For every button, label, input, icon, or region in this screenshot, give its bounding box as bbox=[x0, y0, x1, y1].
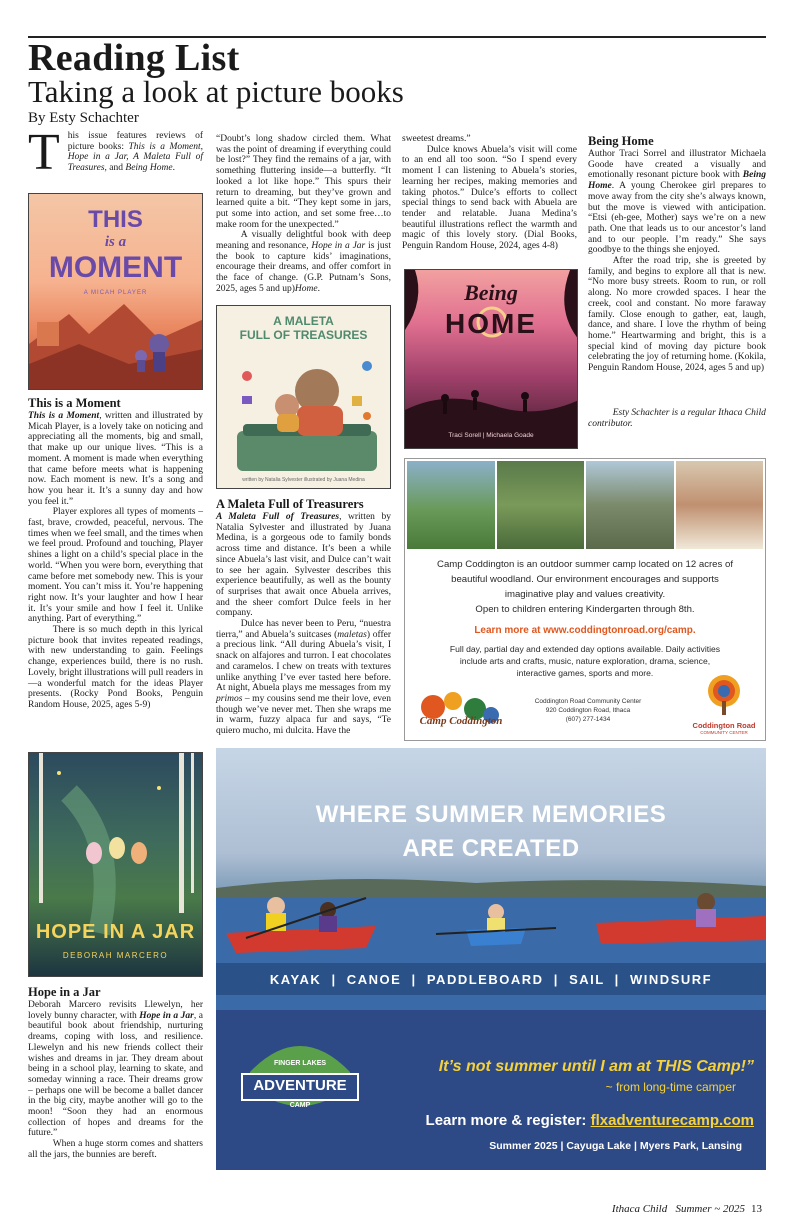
flx-details: Summer 2025 | Cayuga Lake | Myers Park, Lansing bbox=[489, 1140, 742, 1152]
hope-cont-p2-end: Home bbox=[294, 283, 318, 294]
being-home-p1-title: Being Home bbox=[588, 170, 766, 192]
camp-coddington-logo-text: Camp Coddington bbox=[419, 715, 503, 727]
coddington-photo-2 bbox=[497, 461, 585, 549]
moment-cover-title-3: MOMENT bbox=[48, 251, 183, 284]
page-number: 13 bbox=[751, 1203, 762, 1215]
camp-coddington-logo bbox=[419, 685, 503, 735]
coddington-learn-more[interactable]: Learn more at www.coddingtonroad.org/camp. bbox=[474, 625, 696, 636]
coddington-options1: Full day, partial day and extended day options available. Daily activities bbox=[449, 644, 721, 654]
hope-cont-p1: “Doubt’s long shadow circled them. What was the point of dreaming if everything could be lost?” They find the remains of a jar, with something fluttering inside—a butterfly. “It looked a lot like hope.” This spurs their return to dreaming, but they’ve grown and learned quite a bit. “They kept some in jars, put some into action, and set some free…to make room for the unexpected.” bbox=[216, 134, 391, 230]
flx-learn-more bbox=[356, 1112, 754, 1129]
camp-coddington-logo-icon bbox=[419, 685, 503, 735]
coddington-photo-strip bbox=[407, 461, 763, 549]
being-home-p2: After the road trip, she is greeted by family, and begins to explore all that is new. “No more busy streets. Room to run, or roll along. No more crowded spaces. I hear the creek, cool and constant. No more faraway family. Close enough to gather, eat, laugh, dance, and share. I love the rhythm of being home.” Heartwarming and bright, this is a special kind of moving day picture book celebrating the joy of returning home. (Kokila, Penguin Random House, 2024, ages 5 and up) bbox=[588, 256, 766, 374]
heading-being-home: Being Home bbox=[588, 134, 654, 148]
page-subtitle: Taking a look at picture books bbox=[28, 74, 404, 109]
coddington-addr3: (607) 277-1434 bbox=[565, 716, 611, 723]
moment-cover-author: A MICAH PLAYER bbox=[83, 290, 148, 296]
heading-a-maleta: A Maleta Full of Treasurers bbox=[216, 497, 364, 511]
flx-headline-2: ARE CREATED bbox=[402, 835, 580, 862]
flx-activities: KAYAK | CANOE | PADDLEBOARD | SAIL | WINDSURF bbox=[269, 972, 713, 987]
maleta-p2-a: Dulce has never been to Peru, “nuestra tierra,” and Abuela’s suitcases ( bbox=[216, 619, 391, 640]
cover-hope-in-a-jar bbox=[28, 752, 203, 977]
review-this-is-a-moment bbox=[28, 396, 203, 711]
review-hope-continued bbox=[216, 134, 391, 295]
coddington-body bbox=[409, 557, 761, 617]
hope-cont-p2-title: Hope in a Jar bbox=[311, 241, 366, 252]
intro-last-title: Being Home bbox=[125, 163, 173, 174]
cover-being-home bbox=[404, 269, 578, 449]
flx-url-link[interactable]: flxadventurecamp.com bbox=[590, 1112, 754, 1129]
flx-logo bbox=[234, 1026, 366, 1118]
flx-quote-by: ~ from long-time camper bbox=[605, 1080, 736, 1094]
being-home-p1-b: . A young Cherokee girl prepares to move away from the city she’s always known, but the move is viewed with anticipation. “Etsi (eh-gee, Mother) says we’re on a new path. One that leads us to our ancestor’s land and to our people. I’m ready.” She says goodbye to the things she enjoyed. bbox=[588, 181, 766, 256]
review-a-maleta-full-of-treasures bbox=[216, 497, 391, 737]
intro-titles: This is a Moment, Hope in a Jar, A Maleta Full of Treasures bbox=[67, 141, 203, 174]
hope-p1-a: Deborah Marcero revisits Llewelyn, her lovely bunny character, with bbox=[28, 1000, 203, 1021]
ad-flx-adventure-camp[interactable] bbox=[216, 748, 766, 1170]
moment-cover-title-1: THIS bbox=[88, 206, 143, 233]
maleta-p1: , written by Natalia Sylvester and illustrated by Juana Medina, is a gorgeous ode to family bonds across time and distance. It’s been a while since Abuela’s last visit, and Dulce can’t wait to see her again. Sylvester describes this experience beautifully, as well as the bounty of surprises that await once Abuela arrives, and the sheer comfort Dulce feels in her company. bbox=[216, 512, 391, 619]
coddington-photo-1 bbox=[407, 461, 495, 549]
hope-p2: When a huge storm comes and shatters all the jars, the bunnies are bereft. bbox=[28, 1139, 203, 1160]
page-footer bbox=[612, 1203, 762, 1215]
being-home-p1-a: Author Traci Sorrel and illustrator Michaela Goode have created a visually and emotionally resonant picture book with bbox=[588, 149, 766, 181]
hope-cont-p2-end2: . bbox=[317, 283, 320, 294]
maleta-p2-c: – my cousins send me their love, even though we’ve never met. Then she wraps me in warm, fuzzy alpaca fur and says, “Te quiero mucho, mi dulcita. Have the bbox=[216, 693, 391, 737]
heading-hope-in-a-jar: Hope in a Jar bbox=[28, 985, 101, 999]
coddington-road-logo-line2: COMMUNITY CENTER bbox=[700, 730, 748, 735]
footer-issue: Summer ~ 2025 bbox=[675, 1203, 745, 1215]
hope-cont-p2-a: A visually delightful book with deep meaning and resonance, bbox=[216, 230, 391, 252]
intro-paragraph bbox=[28, 124, 203, 181]
coddington-addr1: Coddington Road Community Center bbox=[534, 698, 642, 705]
coddington-address bbox=[523, 697, 653, 724]
being-home-cover-title-1: Being bbox=[464, 280, 518, 305]
maleta-cont-p2: Dulce knows Abuela’s visit will come to an end all too soon. “So I spend every moment I can listening to Abuela’s stories, learning her recipes, making memories and taking photos.” Dulce’s efforts to collect special things to send back with Abuela are tender and relatable. Juana Medina’s beautiful illustrations reflect the warmth and magic of this lovely story. (Dial Books, Penguin Random House, 2024, ages 4-8) bbox=[402, 144, 577, 252]
maleta-cont-p1: sweetest dreams.” bbox=[402, 134, 471, 144]
coddington-line3: imaginative play and values creativity. bbox=[504, 589, 666, 600]
hope-cover-author: DEBORAH MARCERO bbox=[62, 951, 169, 960]
hope-p1-title: Hope in a Jar bbox=[139, 1010, 194, 1021]
coddington-options3: interactive games, sports and more. bbox=[516, 668, 654, 678]
moment-p1: , written and illustrated by Micah Player, is a lovely take on noticing and appreciating all the moments, big and small, that make up our unique lives. “This is a moment. A moment is made when everything that came before meets what is happening now. Each moment is new. It’s a song and how you hear it. It’s a sunny day and how you feel it.” bbox=[28, 411, 203, 507]
intro-and: , and bbox=[104, 163, 126, 174]
review-maleta-continued bbox=[402, 134, 577, 252]
dropcap: T bbox=[28, 124, 60, 181]
cover-this-is-a-moment bbox=[28, 193, 203, 390]
moment-p3: There is so much depth in this lyrical picture book that invites repeated readings, with new understanding to gain. Feelings change, experiences build, there is no rush. Lovely, bright illustrations will pull readers in—a wonderful match for the ideas Player presents. (Rocky Pond Books, Penguin Random House, 2025, ages 5-9) bbox=[28, 625, 203, 710]
coddington-line2: beautiful woodland. Our environment encourages and supports bbox=[451, 574, 719, 585]
coddington-options2: include arts and crafts, music, nature exploration, drama, science, bbox=[459, 656, 711, 666]
moment-p2: Player explores all types of moments – fast, brave, crowded, peaceful, nervous. The times when we feel small, and the times when we feel proud. Profound and touching, Player shines a light on a child’s special place in the world. “When you were born, everything that came before met somebody new. This is your moment. You can’t miss it. You’re happening right now. It’s your laughter and how I hear it. It’s your smile and how I feel it. Unlike anything. Part of everything.” bbox=[28, 507, 203, 625]
flx-quote: It’s not summer until I am at THIS Camp!” bbox=[438, 1058, 754, 1075]
tree-icon bbox=[702, 673, 746, 717]
moment-cover-title-2: is a bbox=[104, 234, 127, 250]
being-home-cover-credit: Traci Sorell | Michaela Goade bbox=[448, 432, 534, 439]
coddington-road-logo-line1: Coddington Road bbox=[692, 721, 756, 730]
maleta-cover-title-1: A MALETA bbox=[273, 314, 334, 328]
cover-a-maleta-full-of-treasures bbox=[216, 305, 391, 489]
hope-p1-b: , a beautiful book about friendship, nurturing dreams, coping with loss, and resilience. Llewelyn and his new friends collect their wishes and dreams in jar. They dream about being in a school play, learning to skate, and someday winning a race. Their dreams grow – perhaps one will be become a ballet dancer in the big city, maybe another will go to the moon! “Soon they had an enormous collection of hopes and dreams for the future.” bbox=[28, 1010, 203, 1139]
review-hope-in-a-jar bbox=[28, 985, 203, 1161]
contributor-note: Esty Schachter is a regular Ithaca Child contributor. bbox=[588, 408, 766, 429]
maleta-p2-maletas: maletas bbox=[337, 629, 367, 640]
being-home-cover-title-2: HOME bbox=[445, 308, 537, 339]
moment-lead-title: This is a Moment bbox=[28, 411, 100, 421]
page-title: Reading List bbox=[28, 37, 240, 79]
byline: By Esty Schachter bbox=[28, 110, 139, 126]
intro-end: . bbox=[172, 163, 175, 174]
maleta-p2-primos: primos bbox=[216, 693, 243, 704]
footer-magazine: Ithaca Child bbox=[611, 1203, 668, 1215]
coddington-line1: Camp Coddington is an outdoor summer camp located on 12 acres of bbox=[437, 559, 733, 570]
coddington-photo-3 bbox=[586, 461, 674, 549]
coddington-photo-4 bbox=[676, 461, 764, 549]
heading-this-is-a-moment: This is a Moment bbox=[28, 396, 121, 410]
review-being-home bbox=[588, 134, 766, 374]
flx-logo-mid: ADVENTURE bbox=[253, 1077, 347, 1094]
maleta-lead-title: A Maleta Full of Treasures bbox=[216, 512, 340, 522]
flx-headline-1: WHERE SUMMER MEMORIES bbox=[315, 801, 667, 828]
maleta-cover-credit: written by Natalia Sylvester illustrated by Juana Medina bbox=[242, 477, 365, 483]
coddington-addr2: 920 Coddington Road, Ithaca bbox=[545, 707, 631, 714]
intro-text: his issue features reviews of picture books: bbox=[67, 131, 203, 152]
hope-cover-title: HOPE IN A JAR bbox=[35, 921, 196, 943]
maleta-cover-title-2: FULL OF TREASURES bbox=[239, 328, 368, 342]
hope-cont-p2-b: is just the book to capture kids’ imaginations, encourage their dreams, and offer comfort in the face of change. (G.P. Putnam’s Sons, 2025, ages 5 and up) bbox=[216, 241, 392, 294]
flx-headline bbox=[216, 798, 766, 866]
flx-learn-label: Learn more & register: bbox=[425, 1112, 591, 1129]
coddington-road-logo bbox=[687, 673, 761, 739]
flx-logo-bot: CAMP bbox=[289, 1102, 311, 1109]
ad-camp-coddington[interactable] bbox=[404, 458, 766, 741]
maleta-p2-b: ) offer a precious link. “All during Abuela’s visit, I snack on alfajores and turron. I eat chocolates and caramelos. I chew on treats with textures unlike anything I’ve ever tasted here before. At night, Abuela plays me messages from my bbox=[216, 629, 391, 694]
flx-logo-top: FINGER LAKES bbox=[273, 1060, 327, 1067]
coddington-line4: Open to children entering Kindergarten through 8th. bbox=[475, 604, 695, 615]
